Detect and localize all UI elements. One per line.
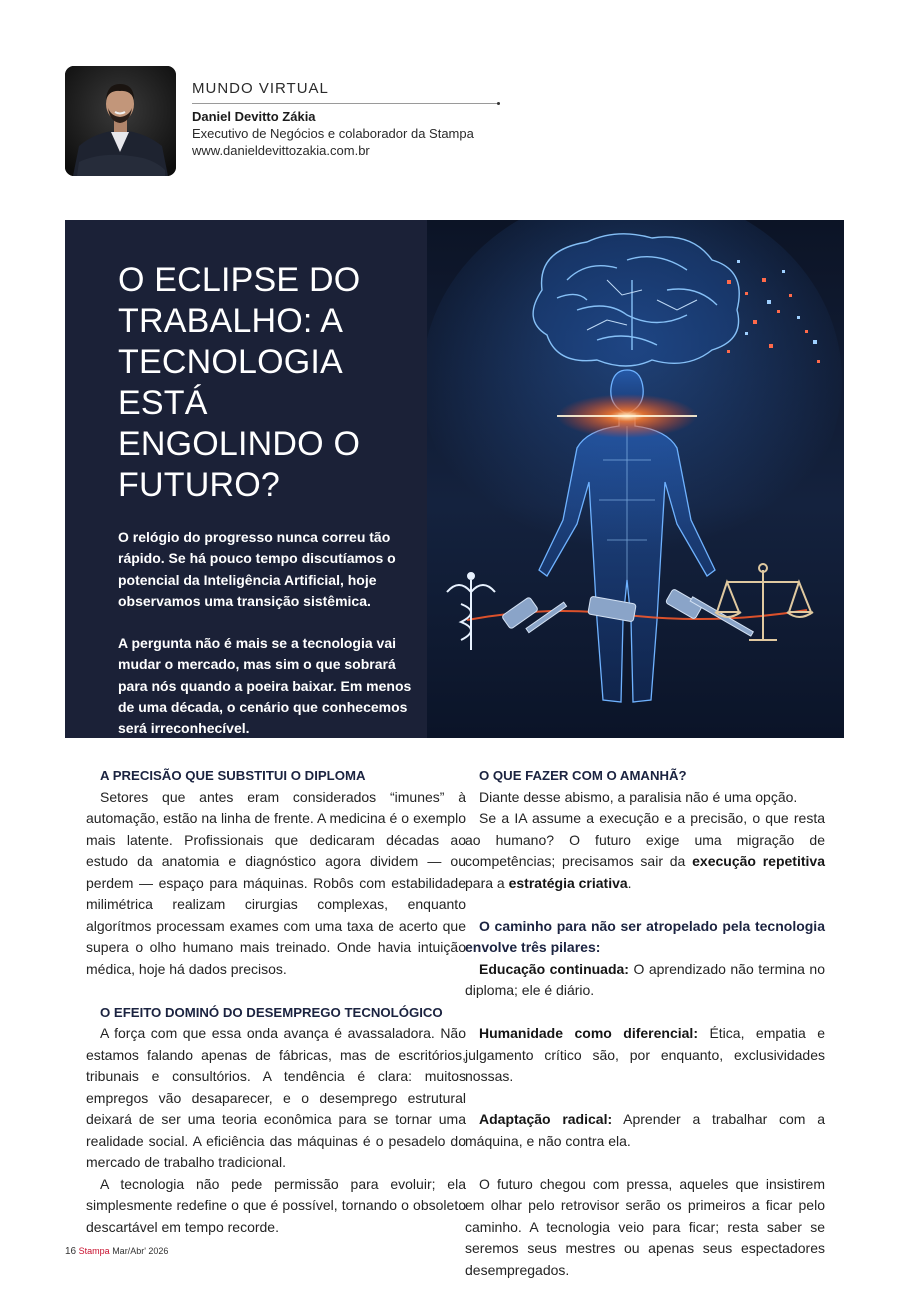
header-divider [192, 103, 498, 104]
emphasis-creative: estratégia criativa [508, 874, 628, 891]
article-column-right [465, 765, 825, 1281]
ai-illustration [427, 220, 844, 738]
section-name: MUNDO VIRTUAL [192, 80, 329, 97]
article-header [192, 80, 498, 159]
author-photo [65, 66, 176, 176]
section-heading-3: O QUE FAZER COM O AMANHÃ? [479, 768, 687, 783]
hero-panel [65, 220, 844, 738]
hero-text [118, 260, 418, 738]
hero-intro-2: A pergunta não é mais se a tecnologia vai mudar o mercado, mas sim o que sobrará para nós quando a poeira baixar. Em menos de uma década, o cenário que conhecemos será irreconhecível. [118, 635, 412, 737]
emphasis-repetitive: execução repetitiva [692, 853, 825, 869]
section-1-paragraph: Setores que antes eram considerados “imunes” à automação, estão na linha de frente. A medicina é o exemplo mais latente. Profissionais que dedicaram décadas ao estudo da anatomia e diagnóstico agora dividem — ou perdem — espaço para máquinas. Robôs com estabilidade milimétrica realizam cirurgias complexas, enquanto algorítmos processam exames com uma taxa de acerto que supera o olho humano mais treinado. Onde havia intuição médica, hoje há dados precisos. [86, 788, 466, 977]
pillar-2-label: Humanidade como diferencial: [479, 1025, 698, 1041]
article-column-left [86, 765, 466, 1238]
closing-paragraph: O futuro chegou com pressa, aqueles que insistirem em olhar pelo retrovisor serão os primeiros a ficar pelo caminho. A tecnologia veio para ficar; resta saber se seremos seus mestres ou apenas seus espectadores desempregados. [465, 1175, 825, 1278]
section-2-paragraph-2: A tecnologia não pede permissão para evoluir; ela simplesmente redefine o que é possível, tornando o obsoleto descartável em tempo recorde. [86, 1175, 466, 1235]
author-role: Executivo de Negócios e colaborador da Stampa [192, 126, 474, 141]
section-heading-2: O EFEITO DOMINÓ DO DESEMPREGO TECNOLÓGICO [100, 1004, 443, 1020]
article-title: O ECLIPSE DO TRABALHO: A TECNOLOGIA ESTÁ ENGOLINDO O FUTURO? [118, 261, 361, 504]
pillar-2: Humanidade como diferencial: Ética, empatia e julgamento crítico são, por enquanto, exclusividades nossas. [465, 1025, 825, 1084]
pillar-3: Adaptação radical: Aprender a trabalhar com a máquina, e não contra ela. [465, 1111, 826, 1149]
hero-intro-1: O relógio do progresso nunca correu tão rápido. Se há pouco tempo discutíamos o potencial da Inteligência Artificial, hoje observamos uma transição sistêmica. [118, 529, 396, 609]
pillar-1: Educação continuada: O aprendizado não termina no diploma; ele é diário. [465, 960, 826, 998]
section-3-paragraph-2: Se a IA assume a execução e a precisão, o que resta ao humano? O futuro exige uma migração de competências; precisamos sair da execução repetitiva para a estratégia criativa. [465, 810, 825, 891]
pillar-1-label: Educação continuada: [479, 960, 629, 977]
section-2-paragraph-1: A força com que essa onda avança é avassaladora. Não estamos falando apenas de fábricas, mas de escritórios, tribunais e consultórios. A tendência é clara: muitos empregos vão desaparecer, e o desemprego estrutural deixará de ser uma teoria econômica para se tornar uma realidade social. A eficiência das máquinas é o pesadelo do mercado de trabalho tradicional. [86, 1025, 466, 1170]
section-3-paragraph-1: Diante desse abismo, a paralisia não é uma opção. [479, 788, 798, 805]
author-website[interactable]: www.danieldevittozakia.com.br [192, 143, 370, 158]
issue-date: Mar/Abr' 2026 [112, 1246, 169, 1256]
magazine-brand: Stampa [78, 1246, 110, 1256]
author-name: Daniel Devitto Zákia [192, 109, 316, 124]
pillar-3-label: Adaptação radical: [479, 1111, 613, 1127]
section-heading-1: A PRECISÃO QUE SUBSTITUI O DIPLOMA [100, 768, 366, 783]
page-footer [65, 1245, 168, 1258]
pillars-intro: O caminho para não ser atropelado pela tecnologia envolve três pilares: [465, 917, 825, 955]
page-number: 16 [65, 1246, 77, 1257]
